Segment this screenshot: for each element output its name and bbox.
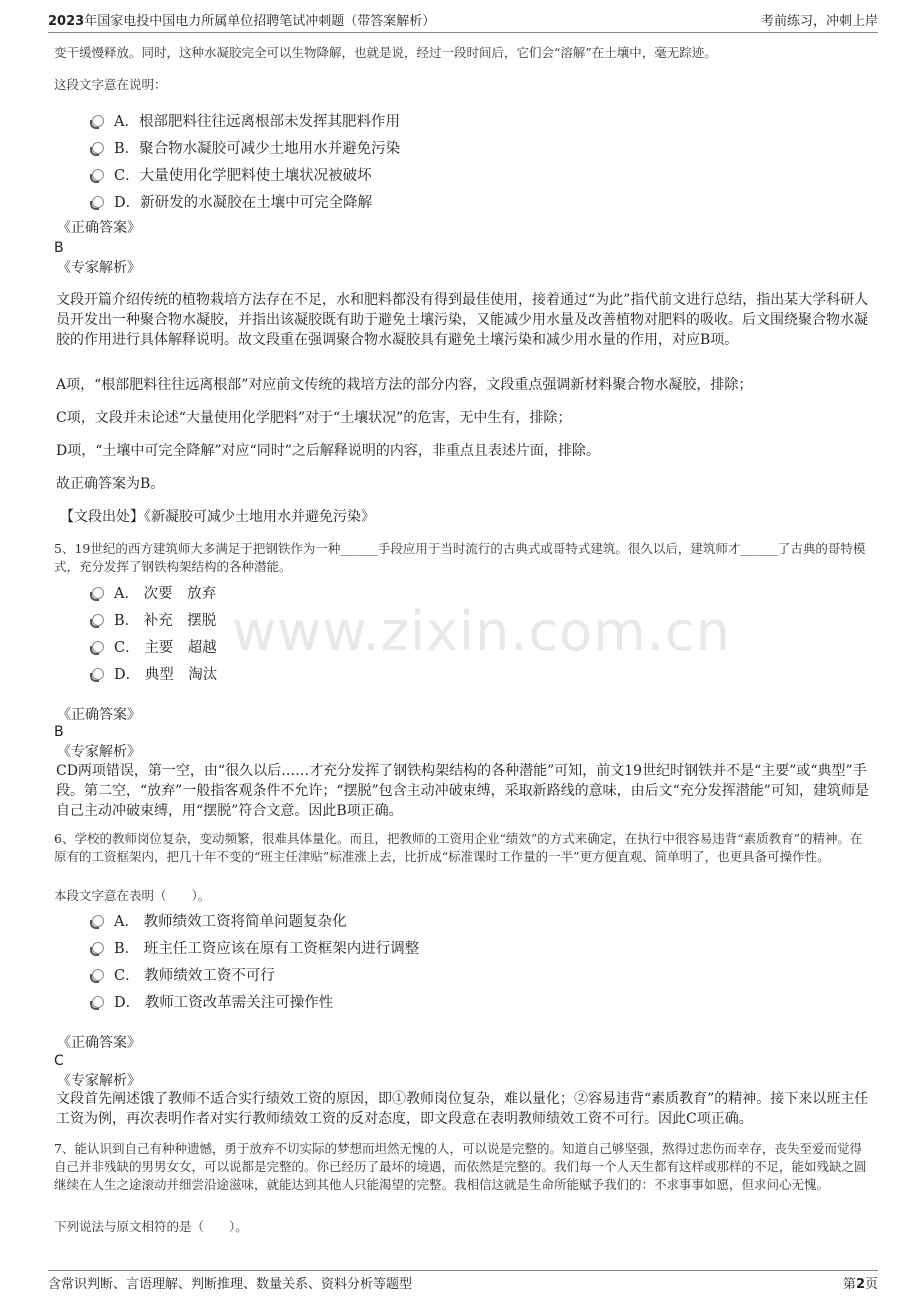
q4-option-c[interactable]: C．大量使用化学肥料使土壤状况被破坏 [92,164,372,185]
q4-option-d[interactable]: D．新研发的水凝胶在土壤中可完全降解 [92,191,372,212]
header-title: 2023年国家电投中国电力所属单位招聘笔试冲刺题（带答案解析） [48,14,436,29]
q6-answer: C [54,1053,64,1069]
q6-option-d[interactable]: D． 教师工资改革需关注可操作性 [92,991,333,1012]
q4-conclusion: 故正确答案为B。 [56,476,165,492]
q4-answer: B [54,240,64,256]
q6-analysis-label: 《专家解析》 [57,1073,141,1089]
footer-note: 含常识判断、言语理解、判断推理、数量关系、资料分析等题型 [48,1277,413,1292]
page-number: 第2页 [842,1277,878,1292]
radio-icon[interactable] [92,115,104,127]
q6-answer-label: 《正确答案》 [57,1035,141,1051]
radio-icon[interactable] [92,969,104,981]
q4-answer-label: 《正确答案》 [57,220,141,236]
q5-analysis: CD两项错误，第一空，由“很久以后……才充分发挥了钢铁构架结构的各种潜能”可知，前文19世纪时钢铁并不是“主要”或“典型”手段。第二空，“放弃”一般指客观条件不允许；“摆脱”包含主动冲破束缚，采取新路线的意味，由后文“充分发挥潜能”可知，建筑师是自己主动冲破束缚，用“摆脱”符合文意。因此B项正确。 [56,763,869,819]
q5-stem: 5、19世纪的西方建筑师大多满足于把钢铁作为一种______手段应用于当时流行的古典式或哥特式建筑。很久以后，建筑师才______了古典的哥特模式，充分发挥了钢铁构架结构的各种潜能。 [54,541,866,574]
radio-icon[interactable] [92,587,104,599]
q6-analysis: 文段首先阐述饿了教师不适合实行绩效工资的原因，即①教师岗位复杂，难以量化；②容易违背“素质教育”的精神。接下来以班主任工资为例，再次表明作者对实行教师绩效工资的反对态度，即文段意在表明教师绩效工资不可行。因此C项正确。 [56,1091,869,1127]
q6-option-b[interactable]: B． 班主任工资应该在原有工资框架内进行调整 [92,937,419,958]
radio-icon[interactable] [92,668,104,680]
q6-option-c[interactable]: C． 教师绩效工资不可行 [92,964,275,985]
q4-analysis-d: D项，“土壤中可完全降解”对应“同时”之后解释说明的内容，非重点且表述片面，排除。 [56,443,600,459]
q4-option-a[interactable]: A．根部肥料往往远离根部未发挥其肥料作用 [92,110,400,131]
page-footer [48,1270,878,1292]
radio-icon[interactable] [92,614,104,626]
q4-analysis-c: C项，文段并未论述“大量使用化学肥料”对于“土壤状况”的危害，无中生有，排除； [56,410,572,426]
q6-stem: 6、学校的教师岗位复杂，变动频繁，很难具体量化。而且，把教师的工资用企业“绩效”的方式来确定，在执行中很容易违背“素质教育”的精神。在原有的工资框架内，把几十年不变的“班主任津贴”标准涨上去，比折成“标准课时工作量的一半”更方便直观、简单明了，也更具备可操作性。 [54,831,863,864]
q5-answer: B [54,724,64,740]
q4-analysis-main: 文段开篇介绍传统的植物栽培方法存在不足，水和肥料都没有得到最佳使用，接着通过“为此”指代前文进行总结，指出某大学科研人员开发出一种聚合物水凝胶，并指出该凝胶既有助于避免土壤污染，又能减少用水量及改善植物对肥料的吸收。后文围绕聚合物水凝胶的作用进行具体解释说明。故文段重在强调聚合物水凝胶具有避免土壤污染和减少用水量的作用，对应B项。 [56,292,869,348]
page-header [48,10,878,33]
q5-analysis-label: 《专家解析》 [57,744,141,760]
q4-analysis-a: A项，“根部肥料往往远离根部”对应前文传统的栽培方法的部分内容，文段重点强调新材料聚合物水凝胶，排除； [56,377,753,393]
q5-option-d[interactable]: D． 典型 淘汰 [92,663,217,684]
watermark: www.zixin.com.cn [232,600,731,663]
radio-icon[interactable] [92,142,104,154]
header-slogan: 考前练习，冲刺上岸 [760,14,878,29]
q5-option-b[interactable]: B． 补充 摆脱 [92,609,216,630]
q7-prompt: 下列说法与原文相符的是（ ）。 [54,1219,248,1234]
radio-icon[interactable] [92,641,104,653]
q5-answer-label: 《正确答案》 [57,707,141,723]
q4-analysis-label: 《专家解析》 [57,260,141,276]
q5-option-c[interactable]: C． 主要 超越 [92,636,217,657]
radio-icon[interactable] [92,942,104,954]
radio-icon[interactable] [92,196,104,208]
radio-icon[interactable] [92,169,104,181]
q4-option-b[interactable]: B．聚合物水凝胶可减少土地用水并避免污染 [92,137,400,158]
q4-stem-tail: 变干缓慢释放。同时，这种水凝胶完全可以生物降解，也就是说，经过一段时间后，它们会“溶解”在土壤中，毫无踪迹。 [54,45,717,60]
q5-option-a[interactable]: A． 次要 放弃 [92,582,216,603]
q6-option-a[interactable]: A． 教师绩效工资将简单问题复杂化 [92,910,347,931]
q6-prompt: 本段文字意在表明（ ）。 [54,888,211,903]
q4-prompt: 这段文字意在说明： [54,77,167,92]
q4-source: 【文段出处】《新凝胶可减少土地用水并避免污染》 [60,509,375,525]
radio-icon[interactable] [92,915,104,927]
q7-stem: 7、能认识到自己有种种遗憾，勇于放弃不切实际的梦想而坦然无愧的人，可以说是完整的。知道自己够坚强，熬得过悲伤而幸存，丧失至爱而觉得自己并非残缺的男男女女，可以说都是完整的。你已经历了最坏的境遇，而依然是完整的。我们每一个人天生都有这样或那样的不足，能如残缺之圆继续在人生之途滚动并细尝沿途滋味，就能达到其他人只能渴望的完整。我相信这就是生命所能赋予我们的：不求事事如愿，但求问心无愧。 [54,1141,867,1192]
radio-icon[interactable] [92,996,104,1008]
